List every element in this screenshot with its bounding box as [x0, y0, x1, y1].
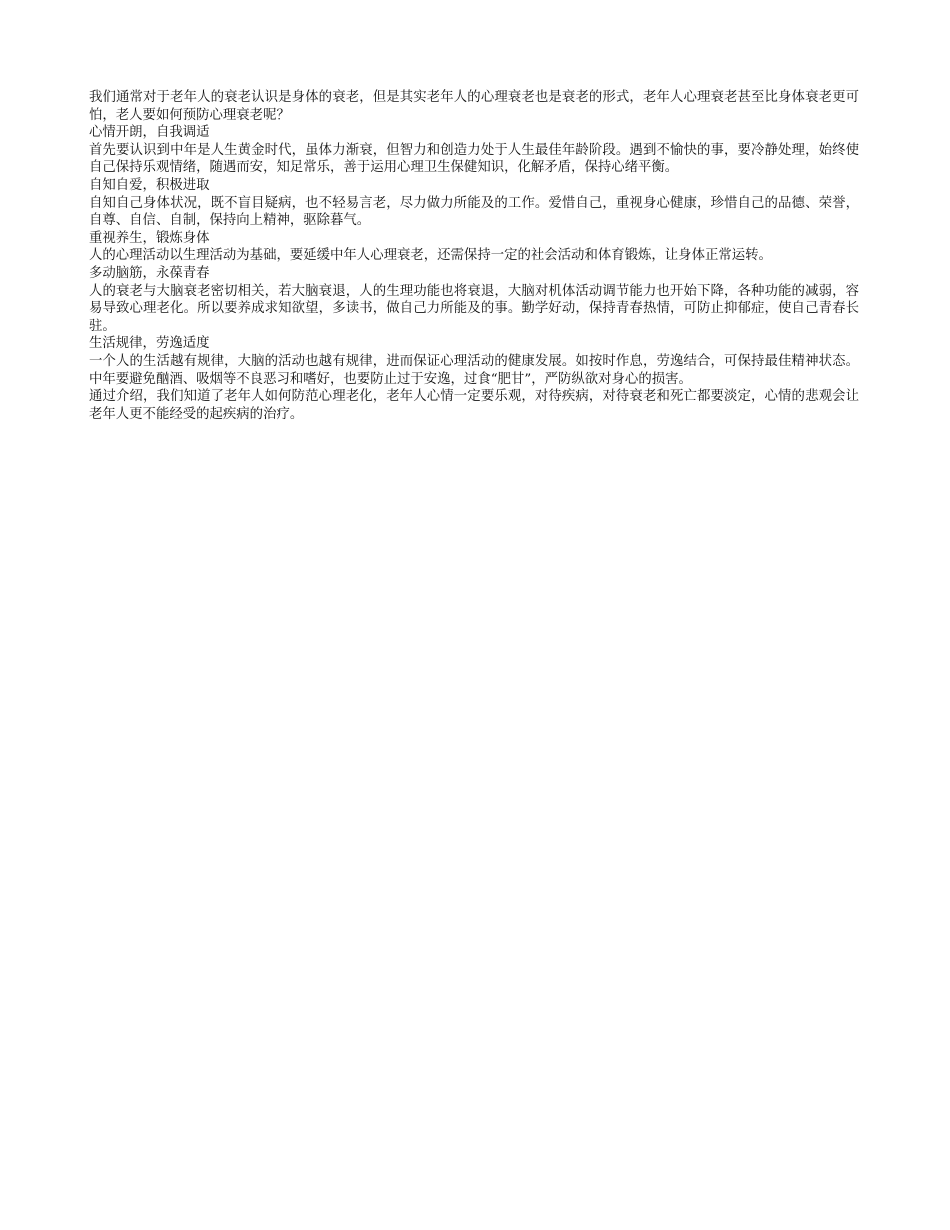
- section-heading-3: 重视养生，锻炼身体: [89, 230, 210, 246]
- section-heading-2: 自知自爱，积极进取: [89, 177, 210, 193]
- section-body-3: 人的心理活动以生理活动为基础，要延缓中年人心理衰老，还需保持一定的社会活动和体育锻炼，让身体正常运转。: [89, 248, 772, 264]
- article-body: [89, 89, 859, 423]
- section-heading-4: 多动脑筋，永葆青春: [89, 265, 210, 281]
- section-heading-1: 心情开朗，自我调适: [89, 125, 210, 141]
- section-body-2: 自知自己身体状况，既不盲目疑病，也不轻易言老，尽力做力所能及的工作。爱惜自己，重视身心健康，珍惜自己的品德、荣誉，自尊、自信、自制，保持向上精神，驱除暮气。: [89, 195, 859, 229]
- section-heading-5: 生活规律，劳逸适度: [89, 336, 210, 352]
- intro-paragraph: 我们通常对于老年人的衰老认识是身体的衰老，但是其实老年人的心理衰老也是衰老的形式，老年人心理衰老甚至比身体衰老更可怕，老人要如何预防心理衰老呢？: [89, 90, 859, 123]
- conclusion-paragraph: 通过介绍，我们知道了老年人如何防范心理老化，老年人心情一定要乐观，对待疾病，对待衰老和死亡都要淡定，心情的悲观会让老年人更不能经受的起疾病的治疗。: [89, 389, 859, 422]
- section-body-5: 一个人的生活越有规律，大脑的活动也越有规律，进而保证心理活动的健康发展。如按时作息，劳逸结合，可保持最佳精神状态。中年要避免酗酒、吸烟等不良恶习和嗜好，也要防止过于安逸，过食“肥甘”，严防纵欲对身心的损害。: [89, 353, 859, 387]
- section-body-1: 首先要认识到中年是人生黄金时代，虽体力渐衰，但智力和创造力处于人生最佳年龄阶段。遇到不愉快的事，要冷静处理，始终使自己保持乐观情绪，随遇而安，知足常乐，善于运用心理卫生保健知识，化解矛盾，保持心绪平衡。: [89, 142, 859, 176]
- section-body-4: 人的衰老与大脑衰老密切相关，若大脑衰退，人的生理功能也将衰退，大脑对机体活动调节能力也开始下降，各种功能的减弱，容易导致心理老化。所以要养成求知欲望，多读书，做自己力所能及的事。勤学好动，保持青春热情，可防止抑郁症，使自己青春长驻。: [89, 283, 859, 334]
